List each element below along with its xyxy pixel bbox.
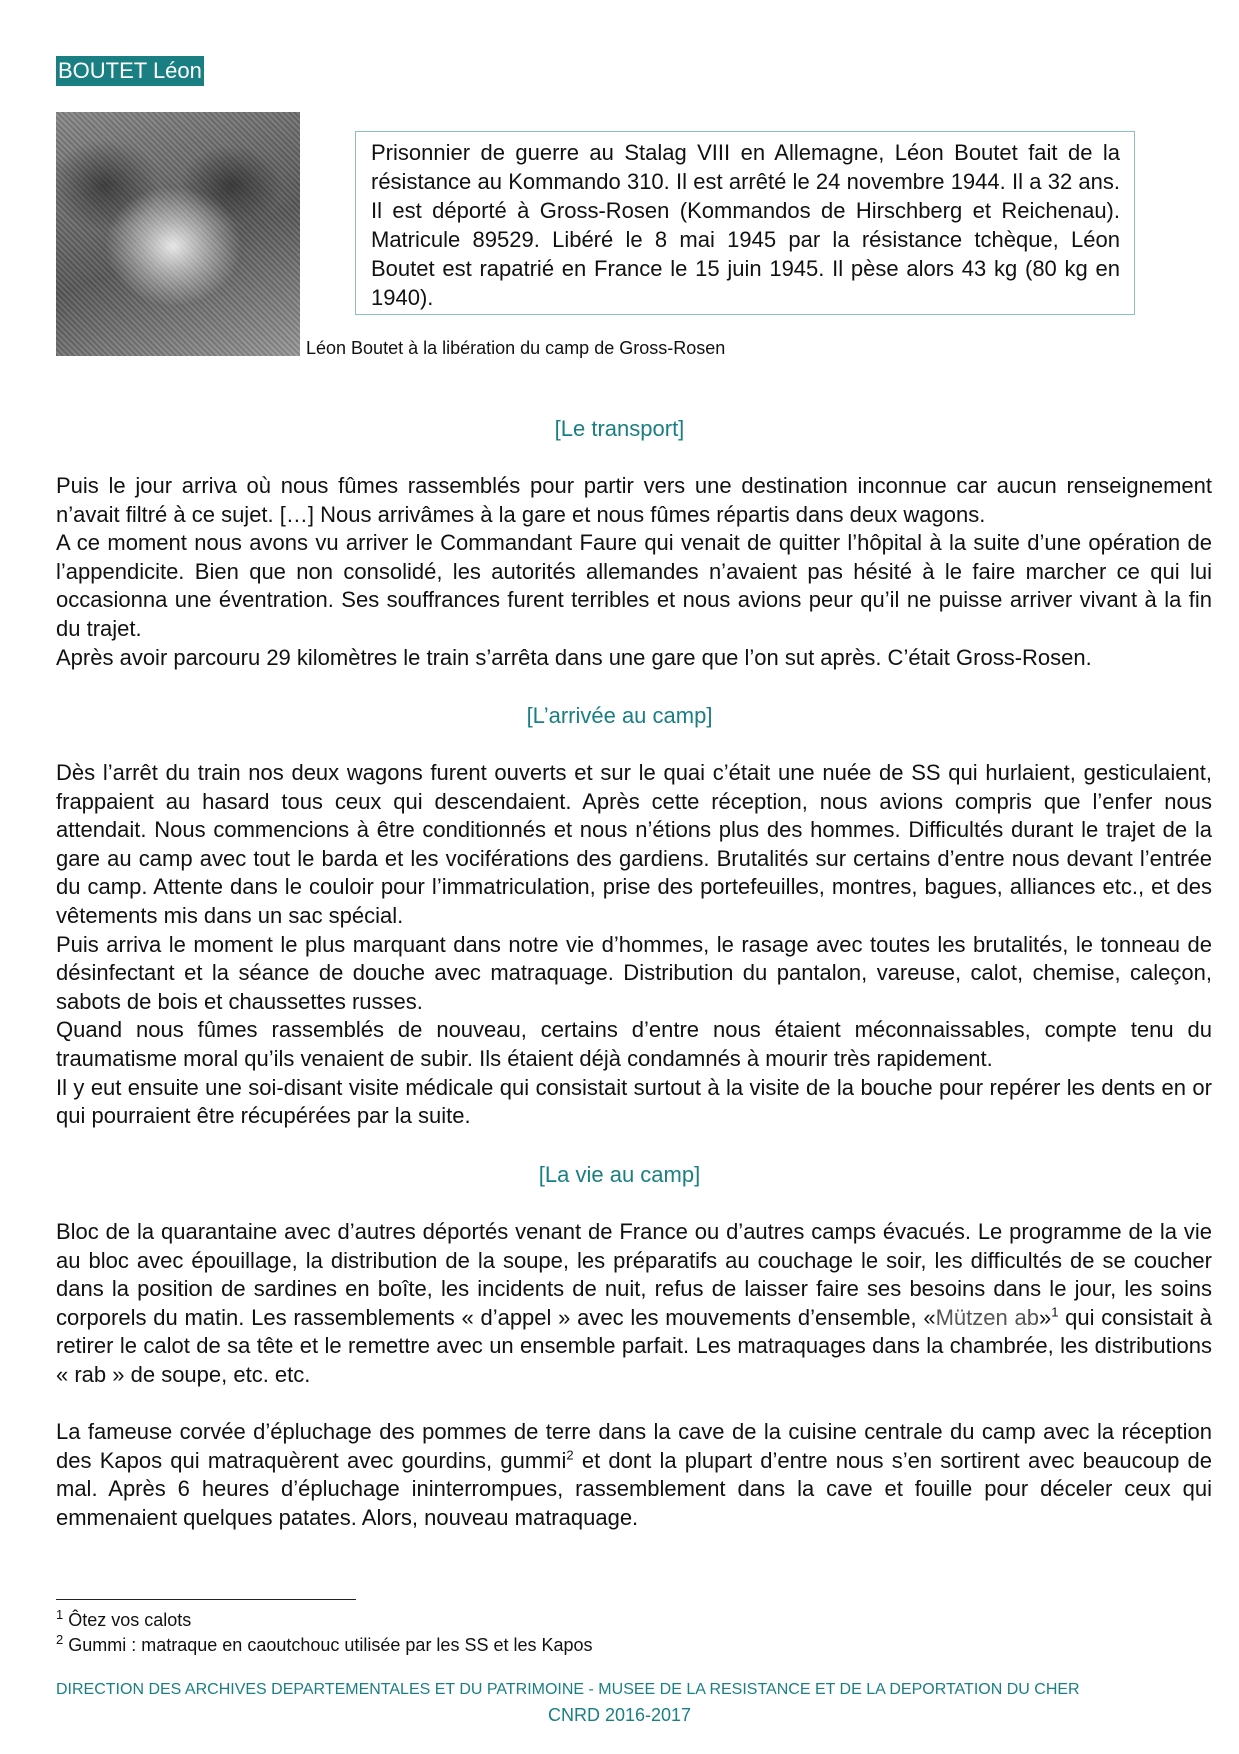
section-body-transport (56, 472, 1212, 672)
biography-box (355, 131, 1135, 315)
footnote-text: Gummi : matraque en caoutchouc utilisée par les SS et les Kapos (68, 1635, 593, 1655)
footnote-divider (56, 1599, 356, 1600)
biography-text: Prisonnier de guerre au Stalag VIII en Allemagne, Léon Boutet fait de la résistance au Kommando 310. Il est arrêté le 24 novembre 1944. Il a 32 ans. Il est déporté à Gross-Rosen (Kommandos de Hirschberg et Reichenau). Matricule 89529. Libéré le 8 mai 1945 par la résistance tchèque, Léon Boutet est rapatrié en France le 15 juin 1945. Il pèse alors 43 kg (80 kg en 1940). (371, 140, 1120, 310)
paragraph-text: La fameuse corvée d’épluchage des pommes de terre dans la cave de la cuisine centrale du camp avec la réception des Kapos qui matraquèrent avec gourdins, gummi (56, 1419, 1212, 1473)
paragraph: Puis le jour arriva où nous fûmes rassemblés pour partir vers une destination inconnue car aucun renseignement n’avait filtré à ce sujet. […] Nous arrivâmes à la gare et nous fûmes répartis dans deux wagons. (56, 473, 1212, 527)
photo-caption: Léon Boutet à la libération du camp de Gross-Rosen (306, 338, 726, 358)
paragraph (56, 1418, 1212, 1532)
footnotes (56, 1608, 593, 1658)
footnote-text: Ôtez vos calots (68, 1610, 192, 1630)
footer-edition: CNRD 2016-2017 (547, 1705, 692, 1725)
paragraph (56, 1218, 1212, 1390)
section-body-vie (56, 1218, 1212, 1533)
person-name-tag: BOUTET Léon (56, 56, 204, 86)
footer-institution: DIRECTION DES ARCHIVES DEPARTEMENTALES ET DU PATRIMOINE - MUSEE DE LA RESISTANCE ET DE LA DEPORTATION DU CHER (56, 1681, 1080, 1698)
paragraph: Quand nous fûmes rassemblés de nouveau, certains d’entre nous étaient méconnaissables, compte tenu du traumatisme moral qu’ils venaient de subir. Ils étaient déjà condamnés à mourir très rapidement. (56, 1017, 1212, 1071)
quote-close: » (1038, 1304, 1052, 1330)
paragraph-text: et dont la plupart d’entre nous s’en sortirent avec beaucoup de mal. Après 6 heures d’épluchage ininterrompues, rassemblement dans la cave et fouille pour déceler ceux qui emmenaient quelques patates. Alors, nouveau matraquage. (56, 1447, 1212, 1530)
footnote-2 (56, 1633, 593, 1658)
section-title-transport: [Le transport] (554, 416, 685, 441)
paragraph: A ce moment nous avons vu arriver le Commandant Faure qui venait de quitter l’hôpital à la suite d’une opération de l’appendicite. Bien que non consolidé, les autorités allemandes n’avaient pas hésité à le faire marcher ce qui lui occasionna une éventration. Ses souffrances furent terribles et nous avions peur qu’il ne puisse arriver vivant à la fin du trajet. (56, 530, 1212, 641)
mutzen-ab-term: Mützen ab (935, 1304, 1039, 1330)
footnote-ref-2: 2 (566, 1447, 574, 1463)
quote-open: « (923, 1304, 936, 1330)
footnote-number: 1 (56, 1607, 64, 1622)
footnote-number: 2 (56, 1632, 64, 1647)
paragraph: Il y eut ensuite une soi-disant visite médicale qui consistait surtout à la visite de la bouche pour repérer les dents en or qui pourraient être récupérées par la suite. (56, 1074, 1212, 1129)
footnote-ref-1: 1 (1051, 1304, 1059, 1320)
footnote-1 (56, 1608, 593, 1633)
paragraph: Dès l’arrêt du train nos deux wagons furent ouverts et sur le quai c’était une nuée de SS qui hurlaient, gesticulaient, frappaient au hasard tous ceux qui descendaient. Après cette réception, nous avions compris que l’enfer nous attendait. Nous commencions à être conditionnés et nous n’étions plus des hommes. Difficultés durant le trajet de la gare au camp avec tout le barda et les vociférations des gardiens. Brutalités sur certains d’entre nous devant l’entrée du camp. Attente dans le couloir pour l’immatriculation, prise des portefeuilles, montres, bagues, alliances etc., et des vêtements mis dans un sac spécial. (56, 760, 1212, 928)
section-title-arrivee: [L’arrivée au camp] (526, 703, 713, 728)
paragraph-text: qui consistait à retirer le calot de sa tête et le remettre avec un ensemble parfait. Les matraquages dans la chambrée, les distributions « rab » de soupe, etc. etc. (56, 1304, 1212, 1387)
section-title-vie: [La vie au camp] (538, 1162, 701, 1187)
paragraph: Puis arriva le moment le plus marquant dans notre vie d’hommes, le rasage avec toutes les brutalités, le tonneau de désinfectant et la séance de douche avec matraquage. Distribution du pantalon, vareuse, calot, chemise, caleçon, sabots de bois et chaussettes russes. (56, 931, 1212, 1014)
portrait-photo (56, 112, 300, 356)
paragraph-text: Bloc de la quarantaine avec d’autres déportés venant de France ou d’autres camps évacués. Le programme de la vie au bloc avec épouillage, la distribution de la soupe, les préparatifs au couchage le soir, les difficultés de se coucher dans la position de sardines en boîte, les incidents de nuit, refus de laisser faire ses besoins dans le jour, les soins corporels du matin. Les rassemblements « d’appel » avec les mouvements d’ensemble, (56, 1219, 1212, 1330)
paragraph: Après avoir parcouru 29 kilomètres le train s’arrêta dans une gare que l’on sut après. C’était Gross-Rosen. (56, 644, 1092, 670)
section-body-arrivee (56, 759, 1212, 1131)
